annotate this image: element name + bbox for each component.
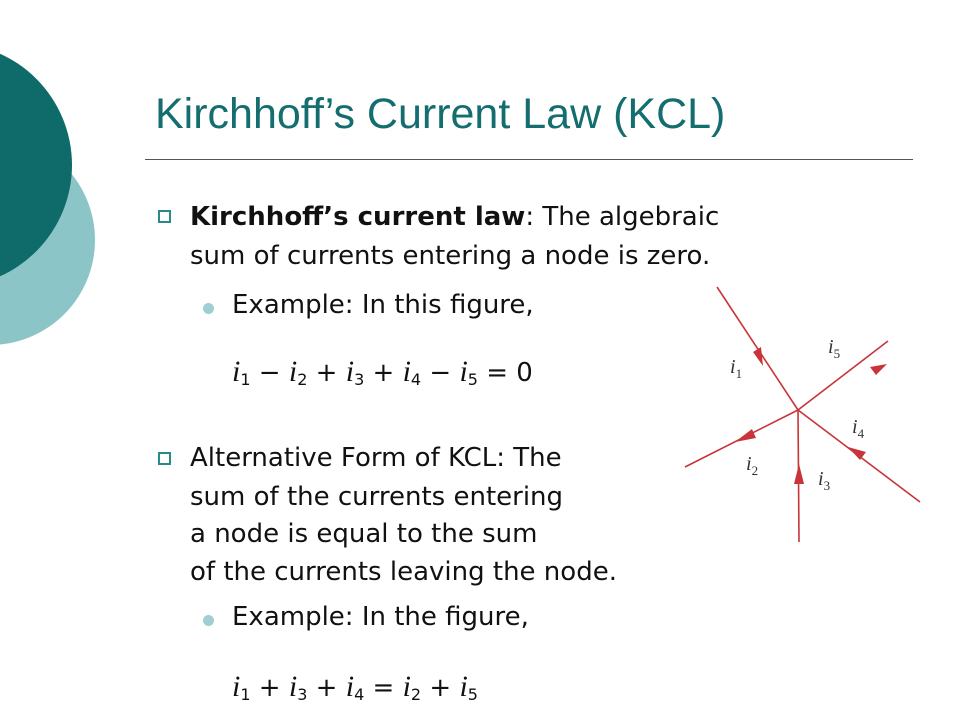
bullet1-line1-rest: : The algebraic: [525, 202, 720, 232]
bullet2-line4: of the currents leaving the node.: [190, 557, 617, 587]
eq-subscript: 4: [410, 370, 422, 389]
example1-text: Example: In this figure,: [232, 290, 534, 320]
eq-variable: i: [345, 355, 355, 388]
eq-operator: +: [250, 673, 289, 703]
eq-subscript: 1: [240, 370, 251, 389]
eq-operator: −: [421, 358, 460, 388]
bullet2-line3: a node is equal to the sum: [190, 519, 538, 549]
slide-decoration: [0, 0, 140, 400]
figure-label-i5: $i_5$: [828, 336, 841, 361]
sub-bullet-dot-icon: [203, 615, 214, 626]
eq-operator: +: [421, 673, 460, 703]
eq-subscript: 5: [467, 370, 478, 389]
figure-label-i1: $i_1$: [730, 356, 743, 381]
kcl-term: Kirchhoff’s current law: [190, 202, 526, 232]
wire-i5: [798, 341, 888, 410]
eq-variable: i: [345, 670, 355, 703]
arrow-i2-icon: [735, 429, 756, 442]
eq-subscript: 5: [467, 685, 478, 704]
eq-variable: i: [402, 670, 411, 703]
arrow-i4-icon: [848, 447, 866, 460]
arrow-i5-icon: [870, 364, 887, 375]
arrow-i3-icon: [794, 464, 804, 484]
bullet-square-icon: [158, 452, 171, 465]
eq-operator: = 0: [477, 358, 533, 388]
bullet1-line1: [190, 200, 719, 234]
eq-operator: +: [307, 673, 346, 703]
eq-subscript: 2: [410, 685, 422, 704]
title-divider: [145, 159, 913, 160]
bullet2-line1: Alternative Form of KCL: The: [190, 443, 562, 473]
kcl-alt-equation: [232, 670, 478, 704]
wire-i1: [717, 287, 798, 410]
eq-variable: i: [232, 355, 241, 388]
eq-variable: i: [288, 670, 298, 703]
eq-variable: i: [402, 355, 411, 388]
bullet1-line2: sum of currents entering a node is zero.: [190, 241, 711, 271]
eq-variable: i: [288, 355, 298, 388]
eq-operator: −: [250, 358, 289, 388]
figure-label-i2: $i_2$: [746, 453, 759, 478]
eq-operator: =: [364, 673, 403, 703]
figure-label-i4: $i_4$: [852, 416, 865, 441]
sub-bullet-dot-icon: [203, 303, 214, 314]
kcl-equation: [232, 355, 533, 389]
eq-subscript: 3: [354, 370, 365, 389]
eq-operator: +: [307, 358, 346, 388]
bullet-square-icon: [158, 210, 171, 223]
eq-subscript: 1: [240, 685, 251, 704]
arrow-i1-icon: [753, 347, 763, 366]
eq-variable: i: [459, 670, 468, 703]
kcl-node-figure: [680, 280, 930, 550]
eq-subscript: 3: [297, 685, 308, 704]
eq-variable: i: [459, 355, 468, 388]
example2-text: Example: In the figure,: [232, 602, 529, 632]
figure-label-i3: $i_3$: [818, 468, 831, 493]
slide-title: Kirchhoff’s Current Law (KCL): [155, 90, 726, 138]
eq-subscript: 2: [297, 370, 308, 389]
eq-subscript: 4: [354, 685, 365, 704]
eq-variable: i: [232, 670, 241, 703]
bullet2-line2: sum of the currents entering: [190, 482, 564, 512]
eq-operator: +: [364, 358, 403, 388]
